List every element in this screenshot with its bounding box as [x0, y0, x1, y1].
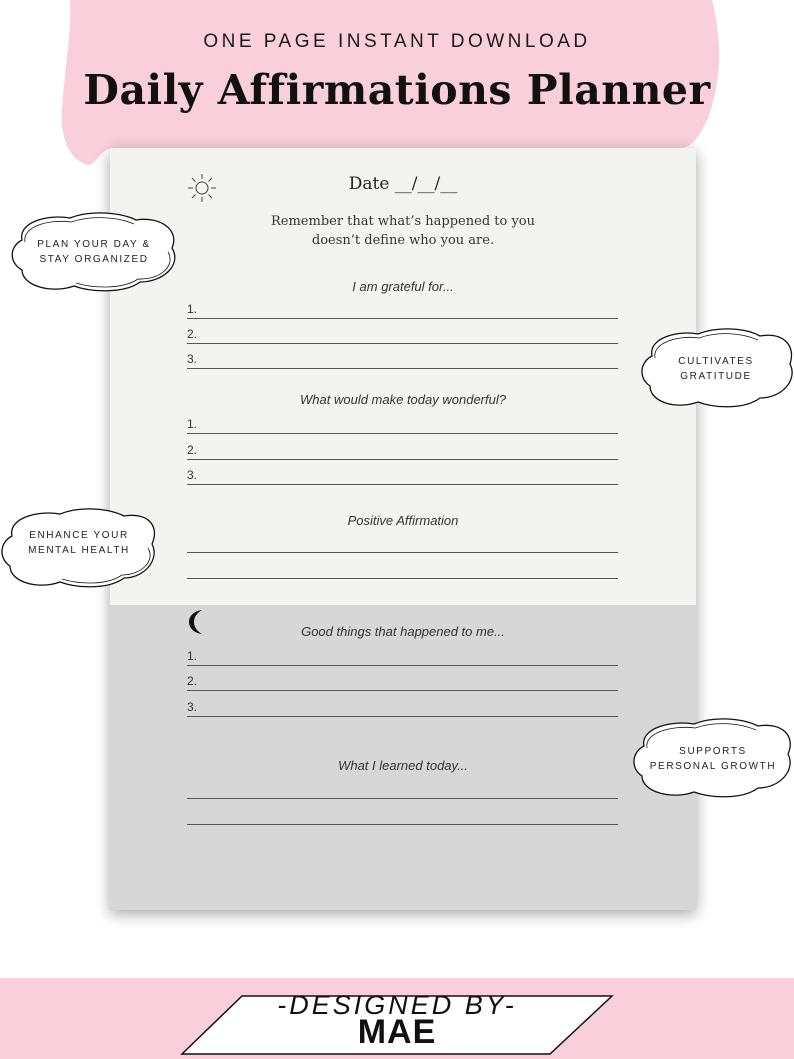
affirmation-quote: Remember that what’s happened to you doesn’t define who you are. [270, 214, 535, 248]
callout-cultivates-gratitude [638, 326, 794, 410]
line-number: 3. [187, 700, 198, 714]
grateful-heading: I am grateful for... [352, 279, 454, 294]
line-number: 3. [187, 468, 198, 482]
line-number: 1. [187, 417, 198, 431]
affirmation-line [187, 534, 618, 553]
line-number: 1. [187, 302, 198, 316]
callout-mental-health [0, 506, 158, 590]
date-field: Date __/__/__ [348, 174, 458, 194]
designed-by-label: -DESIGNED BY- [277, 990, 517, 1020]
learned-line [187, 806, 618, 825]
good-things-line [187, 647, 618, 666]
affirmation-line [187, 560, 618, 579]
wonderful-heading: What would make today wonderful? [300, 392, 506, 407]
grateful-line [187, 300, 618, 319]
line-number: 2. [187, 443, 198, 457]
good-things-line [187, 672, 618, 691]
line-number: 1. [187, 649, 198, 663]
line-number: 3. [187, 352, 198, 366]
callout-line: SUPPORTS [679, 746, 747, 757]
grateful-line [187, 350, 618, 369]
good-things-line [187, 698, 618, 717]
learned-line [187, 780, 618, 799]
planner-sheet [110, 148, 696, 910]
wonderful-line [187, 466, 618, 485]
learned-today-heading: What I learned today... [338, 758, 468, 773]
designer-name: MAE [357, 1013, 437, 1051]
callout-line: STAY ORGANIZED [39, 254, 149, 265]
wonderful-line [187, 441, 618, 460]
callout-personal-growth [632, 716, 794, 802]
callout-line: ENHANCE YOUR [29, 530, 129, 541]
good-things-heading: Good things that happened to me... [301, 624, 505, 639]
callout-line: MENTAL HEALTH [28, 545, 130, 556]
line-number: 2. [187, 674, 198, 688]
header-subtitle: ONE PAGE INSTANT DOWNLOAD [203, 31, 591, 52]
callout-line: GRATITUDE [680, 371, 752, 382]
page-title: Daily Affirmations Planner [83, 66, 711, 114]
callout-plan-your-day [8, 210, 180, 296]
line-number: 2. [187, 327, 198, 341]
callout-line: PERSONAL GROWTH [649, 761, 777, 772]
grateful-line [187, 325, 618, 344]
callout-line: PLAN YOUR DAY & [37, 239, 151, 250]
wonderful-line [187, 415, 618, 434]
positive-affirmation-heading: Positive Affirmation [347, 513, 459, 528]
callout-line: CULTIVATES [678, 356, 754, 367]
